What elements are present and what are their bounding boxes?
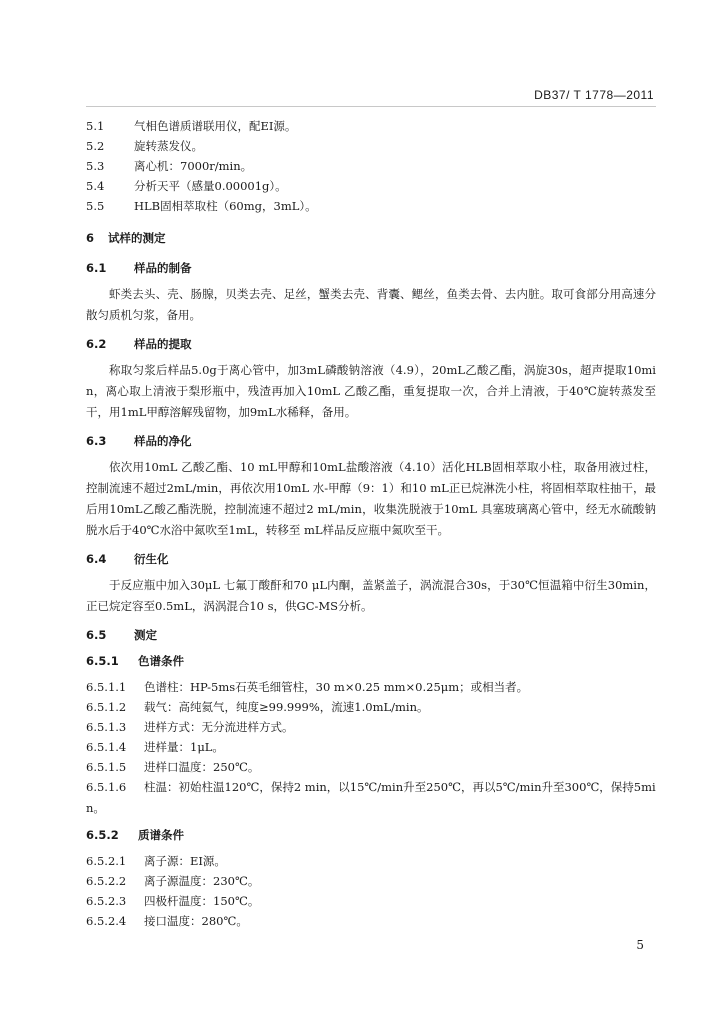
subsubsection-title: 色谱条件: [138, 654, 184, 668]
instrument-item: [86, 136, 656, 156]
condition-item: [86, 737, 656, 757]
subsection-title: 样品的提取: [134, 337, 192, 351]
item-text: 离子源温度：230℃。: [144, 874, 260, 888]
item-text: 离心机：7000r/min。: [134, 159, 253, 173]
subsection-number: 6.5: [86, 628, 107, 642]
instrument-item: [86, 176, 656, 196]
condition-item: [86, 697, 656, 717]
section-number: 6: [86, 231, 95, 245]
subsubsection-heading: [86, 651, 656, 671]
instrument-item: [86, 196, 656, 216]
header-divider: [86, 106, 656, 107]
subsection-heading: [86, 625, 656, 645]
condition-item: [86, 757, 656, 777]
item-text: 旋转蒸发仪。: [134, 139, 203, 153]
item-text: 分析天平（感量0.00001g）。: [134, 179, 287, 193]
condition-item: [86, 777, 656, 819]
item-text: 进样方式：无分流进样方式。: [144, 720, 294, 734]
item-number: 6.5.2.1: [86, 854, 127, 868]
condition-item: [86, 891, 656, 911]
subsection-heading: [86, 258, 656, 278]
item-number: 6.5.1.5: [86, 760, 127, 774]
subsection-number: 6.4: [86, 552, 107, 566]
page-content: [86, 116, 656, 931]
paragraph-sample-extraction: 称取匀浆后样品5.0g于离心管中，加3mL磷酸钠溶液（4.9），20mL乙酸乙酯，涡旋30s，超声提取10min，离心取上清液于梨形瓶中，残渣再加入10mL 乙酸乙酯，重复提取一次，合并上清液，于40℃旋转蒸发至干，用1mL甲醇溶解残留物，加9mL水稀释，备用。: [86, 363, 656, 419]
item-number: 6.5.1.3: [86, 720, 127, 734]
paragraph-sample-preparation: 虾类去头、壳、肠腺，贝类去壳、足丝，蟹类去壳、背囊、鳃丝，鱼类去骨、去内脏。取可食部分用高速分散匀质机匀浆，备用。: [86, 287, 656, 322]
item-text: 气相色谱质谱联用仪，配EI源。: [134, 119, 297, 133]
item-text: 色谱柱：HP-5ms石英毛细管柱，30 m×0.25 mm×0.25μm；或相当者。: [144, 680, 529, 694]
subsection-heading: [86, 431, 656, 451]
subsubsection-title: 质谱条件: [138, 828, 184, 842]
item-number: 6.5.1.1: [86, 680, 127, 694]
subsection-heading: [86, 334, 656, 354]
condition-item: [86, 717, 656, 737]
item-text: 离子源：EI源。: [144, 854, 226, 868]
item-text: 进样量：1μL。: [144, 740, 224, 754]
subsection-number: 6.1: [86, 261, 107, 275]
section-heading: [86, 228, 656, 248]
item-text: 进样口温度：250℃。: [144, 760, 260, 774]
paragraph-sample-purification: 依次用10mL 乙酸乙酯、10 mL甲醇和10mL盐酸溶液（4.10）活化HLB固相萃取小柱，取备用液过柱，控制流速不超过2mL/min，再依次用10mL 水-甲醇（9：1）和10 mL正已烷淋洗小柱，将固相萃取柱抽干，最后用10mL乙酸乙酯洗脱，控制流速不超过2 mL/min，收集洗脱液于10mL 具塞玻璃离心管中，经无水硫酸钠脱水后于40℃水浴中氮吹至1mL，转移至 mL样品反应瓶中氮吹至干。: [86, 460, 656, 537]
condition-item: [86, 911, 656, 931]
instrument-item: [86, 156, 656, 176]
subsection-number: 6.3: [86, 434, 107, 448]
item-number: 6.5.2.2: [86, 874, 127, 888]
subsection-title: 测定: [134, 628, 157, 642]
item-text: 载气：高纯氦气，纯度≥99.999%，流速1.0mL/min。: [144, 700, 429, 714]
subsection-heading: [86, 549, 656, 569]
condition-item: [86, 851, 656, 871]
condition-item: [86, 871, 656, 891]
subsubsection-number: 6.5.1: [86, 654, 119, 668]
subsection-number: 6.2: [86, 337, 107, 351]
subsection-title: 样品的净化: [134, 434, 192, 448]
item-number: 5.1: [86, 119, 105, 133]
standard-code: DB37/ T 1778—2011: [534, 88, 654, 102]
item-text: 四极杆温度：150℃。: [144, 894, 260, 908]
item-number: 6.5.2.3: [86, 894, 127, 908]
page-number: 5: [636, 938, 644, 952]
subsubsection-number: 6.5.2: [86, 828, 119, 842]
item-number: 6.5.2.4: [86, 914, 127, 928]
item-text: 接口温度：280℃。: [144, 914, 248, 928]
subsection-title: 样品的制备: [134, 261, 192, 275]
subsubsection-heading: [86, 825, 656, 845]
item-number: 5.2: [86, 139, 105, 153]
item-number: 6.5.1.2: [86, 700, 127, 714]
item-number: 6.5.1.4: [86, 740, 127, 754]
item-number: 6.5.1.6: [86, 780, 127, 794]
item-text: HLB固相萃取柱（60mg，3mL）。: [134, 199, 317, 213]
section-title: 试样的测定: [108, 231, 166, 245]
paragraph-derivatization: 于反应瓶中加入30μL 七氟丁酸酐和70 μL内酮，盖紧盖子，涡流混合30s，于30℃恒温箱中衍生30min，正已烷定容至0.5mL，涡涡混合10 s，供GC-MS分析。: [86, 578, 656, 613]
item-text: 柱温：初始柱温120℃，保持2 min，以15℃/min升至250℃，再以5℃/min升至300℃，保持5min。: [86, 780, 656, 815]
instrument-item: [86, 116, 656, 136]
subsection-title: 衍生化: [134, 552, 169, 566]
item-number: 5.5: [86, 199, 105, 213]
item-number: 5.4: [86, 179, 105, 193]
item-number: 5.3: [86, 159, 105, 173]
instrument-list: [86, 116, 656, 216]
condition-item: [86, 677, 656, 697]
